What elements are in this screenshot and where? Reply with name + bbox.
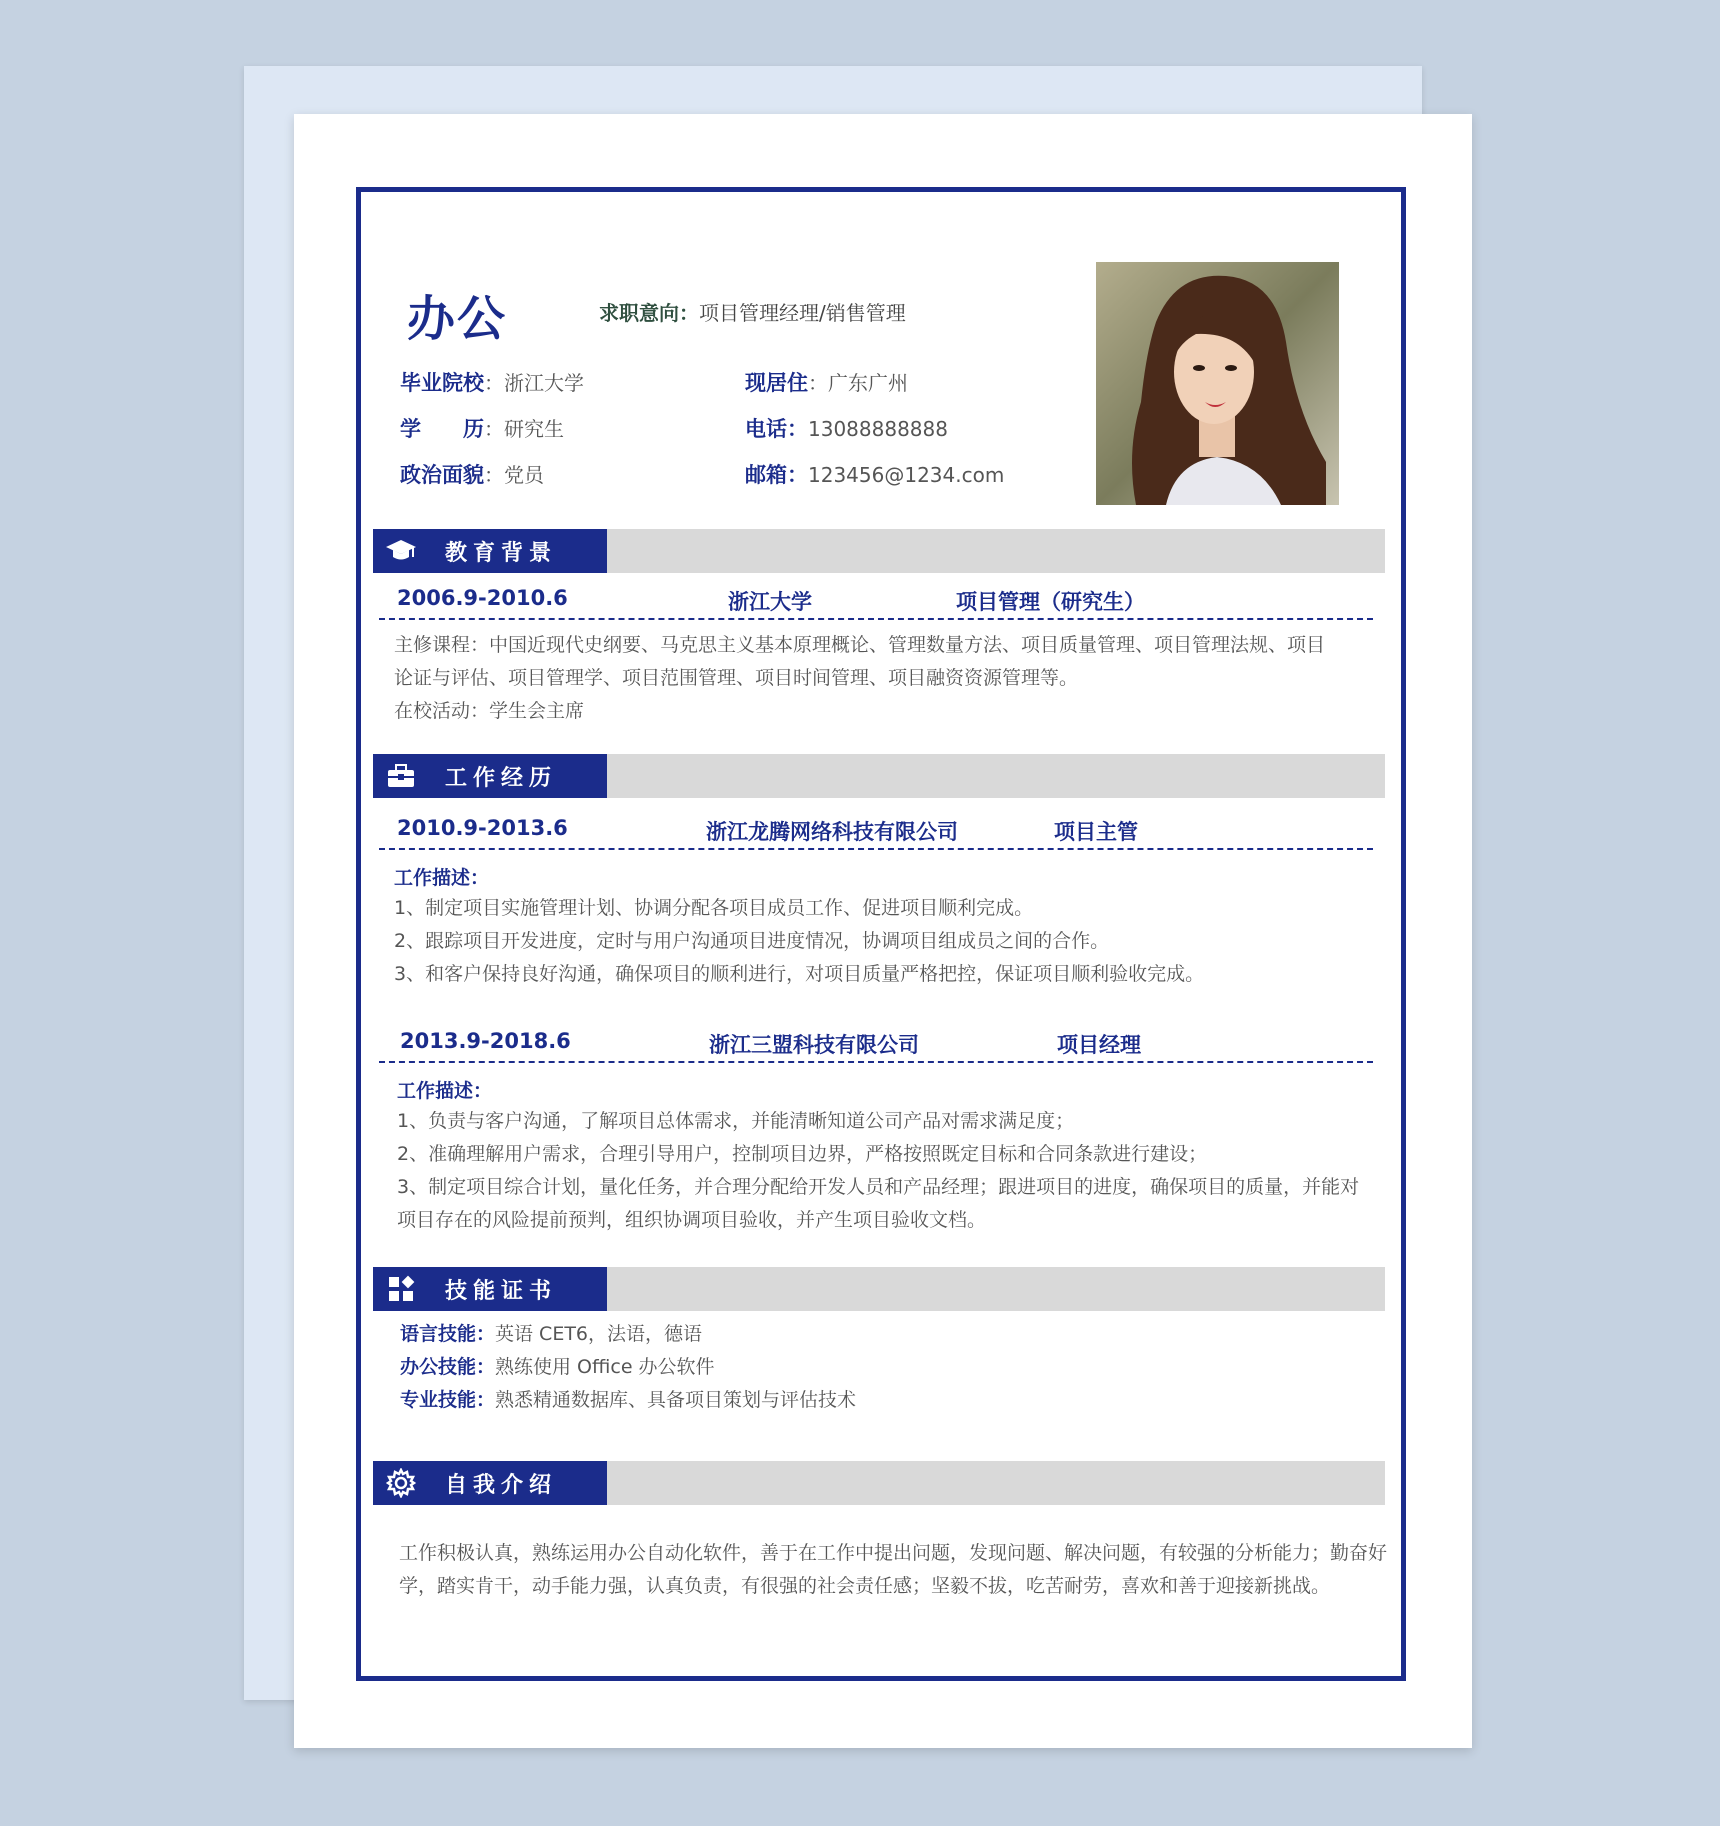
work-1-role: 项目主管 [1054, 820, 1138, 844]
education-entry-header [379, 582, 1373, 620]
gear-icon [385, 1467, 417, 1499]
skill-professional-value: 熟悉精通数据库、具备项目策划与评估技术 [495, 1389, 857, 1411]
section-work-header [373, 754, 607, 798]
info-email-label: 邮箱： [745, 463, 808, 487]
graduation-cap-icon [385, 535, 417, 567]
widgets-icon [385, 1273, 417, 1305]
section-about-title: 自我介绍 [445, 1472, 558, 1498]
info-political-value: ：党员 [484, 463, 544, 487]
education-courses-line-2: 论证与评估、项目管理学、项目范围管理、项目时间管理、项目融资资源管理等。 [394, 667, 1079, 689]
info-phone-value: 13088888888 [808, 417, 948, 441]
section-work [373, 754, 1385, 798]
work-entry-1-header [379, 812, 1373, 850]
info-school-label: 毕业院校 [400, 371, 484, 395]
skill-office [400, 1351, 715, 1384]
skill-language-label: 语言技能： [400, 1323, 496, 1345]
work-1-company: 浙江龙腾网络科技有限公司 [706, 820, 958, 844]
about-line-1: 工作积极认真，熟练运用办公自动化软件，善于在工作中提出问题，发现问题、解决问题，有较强的分析能力；勤奋好 [399, 1542, 1388, 1564]
work-1-desc-label: 工作描述： [394, 867, 490, 889]
section-education-title: 教育背景 [445, 540, 558, 566]
info-phone [745, 413, 948, 443]
skill-language [400, 1318, 702, 1351]
education-major: 项目管理（研究生） [956, 590, 1145, 614]
section-about [373, 1461, 1385, 1505]
info-education-value: ：研究生 [484, 417, 564, 441]
candidate-name: 办公 [407, 291, 508, 347]
info-education [400, 413, 564, 443]
work-2-role: 项目经理 [1057, 1033, 1141, 1057]
about-line-2: 学，踏实肯干，动手能力强，认真负责，有很强的社会责任感；坚毅不拔，吃苦耐劳，喜欢和善于迎接新挑战。 [399, 1575, 1331, 1597]
info-school [400, 367, 584, 397]
work-2-line-1: 1、负责与客户沟通，了解项目总体需求，并能清晰知道公司产品对需求满足度； [397, 1110, 1075, 1132]
skill-office-value: 熟练使用 Office 办公软件 [495, 1356, 715, 1378]
education-courses-line-1: 主修课程：中国近现代史纲要、马克思主义基本原理概论、管理数量方法、项目质量管理、项目管理法规、项目 [394, 634, 1326, 656]
job-intent-value: 项目管理经理/销售管理 [699, 301, 906, 325]
section-skills-title: 技能证书 [445, 1278, 558, 1304]
info-email-value: 123456@1234.com [808, 463, 1005, 487]
work-2-desc-label: 工作描述： [397, 1080, 493, 1102]
info-residence-value: ：广东广州 [808, 371, 908, 395]
section-education [373, 529, 1385, 573]
work-entry-2-header [379, 1025, 1373, 1063]
resume-frame [356, 187, 1406, 1681]
work-1-line-3: 3、和客户保持良好沟通，确保项目的顺利进行，对项目质量严格把控，保证项目顺利验收完成。 [394, 963, 1205, 985]
work-2-company: 浙江三盟科技有限公司 [709, 1033, 919, 1057]
info-education-label: 学 历 [400, 417, 484, 441]
info-email [745, 459, 1004, 489]
education-school: 浙江大学 [728, 590, 812, 614]
work-1-period: 2010.9-2013.6 [397, 816, 568, 840]
profile-photo-illustration [1096, 262, 1339, 505]
info-residence [745, 367, 908, 397]
education-period: 2006.9-2010.6 [397, 586, 568, 610]
info-phone-label: 电话： [745, 417, 808, 441]
section-about-header [373, 1461, 607, 1505]
work-2-line-3: 3、制定项目综合计划，量化任务，并合理分配给开发人员和产品经理；跟进项目的进度，确保项目的质量，并能对 [397, 1176, 1360, 1198]
education-activity: 在校活动：学生会主席 [394, 700, 585, 722]
briefcase-icon [385, 760, 417, 792]
job-intent [599, 297, 906, 326]
info-political-label: 政治面貌 [400, 463, 484, 487]
section-skills [373, 1267, 1385, 1311]
work-2-line-2: 2、准确理解用户需求，合理引导用户，控制项目边界，严格按照既定目标和合同条款进行建设； [397, 1143, 1208, 1165]
resume-sheet [294, 114, 1472, 1748]
info-political [400, 459, 544, 489]
work-1-line-2: 2、跟踪项目开发进度，定时与用户沟通项目进度情况，协调项目组成员之间的合作。 [394, 930, 1110, 952]
section-skills-header [373, 1267, 607, 1311]
info-residence-label: 现居住 [745, 371, 808, 395]
skill-language-value: 英语 CET6，法语，德语 [495, 1323, 703, 1345]
skill-professional [400, 1384, 856, 1417]
skill-professional-label: 专业技能： [400, 1389, 496, 1411]
section-work-title: 工作经历 [445, 765, 558, 791]
info-school-value: ：浙江大学 [484, 371, 584, 395]
work-2-line-4: 项目存在的风险提前预判，组织协调项目验收，并产生项目验收文档。 [397, 1209, 987, 1231]
skill-office-label: 办公技能： [400, 1356, 496, 1378]
section-education-header [373, 529, 607, 573]
work-2-period: 2013.9-2018.6 [400, 1029, 571, 1053]
job-intent-label: 求职意向： [599, 301, 699, 325]
profile-photo [1096, 262, 1339, 505]
work-1-line-1: 1、制定项目实施管理计划、协调分配各项目成员工作、促进项目顺利完成。 [394, 897, 1034, 919]
